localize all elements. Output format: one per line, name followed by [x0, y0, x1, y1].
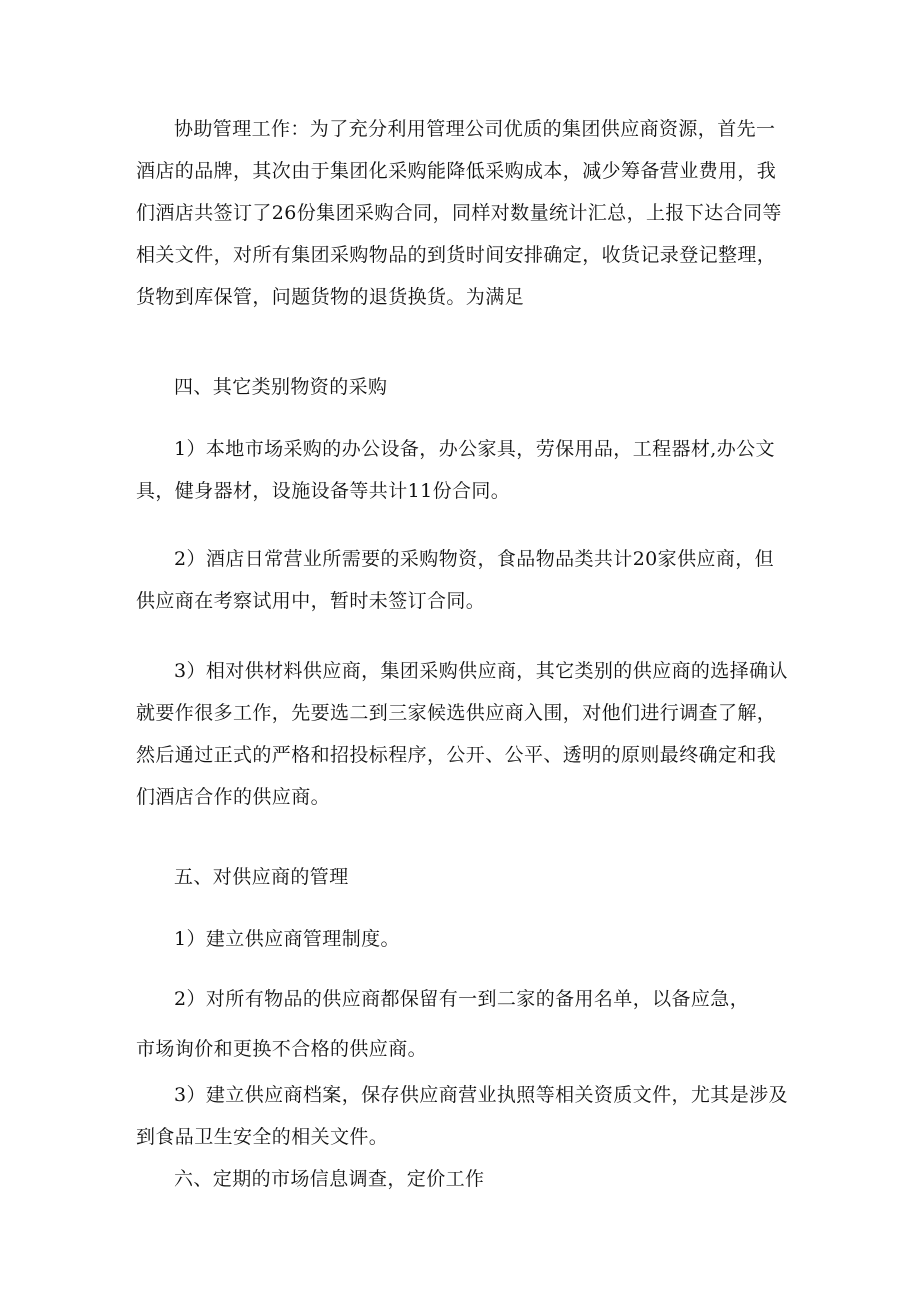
list-item-daily-supplies: 2）酒店日常营业所需要的采购物资，食品物品类共计20家供应商，但供应商在考察试用中，暂时未签订合同。 [136, 548, 775, 612]
list-item-backup-suppliers [136, 978, 788, 1070]
section-heading-other-materials: 四、其它类别物资的采购 [174, 376, 388, 398]
section-heading-supplier-management: 五、对供应商的管理 [174, 866, 349, 888]
paragraph-group-procurement: 协助管理工作：为了充分利用管理公司优质的集团供应商资源，首先一酒店的品牌，其次由于集团化采购能降低采购成本，减少筹备营业费用，我们酒店共签订了26份集团采购合同，同样对数量统计汇总，上报下达合同等相关文件，对所有集团采购物品的到货时间安排确定，收货记录登记整理，货物到库保管，问题货物的退货换货。为满足 [136, 118, 782, 308]
list-item-local-market: 1）本地市场采购的办公设备，办公家具，劳保用品，工程器材,办公文具，健身器材，设施设备等共计11份合同。 [136, 438, 775, 502]
list-item-supplier-selection: 3）相对供材料供应商，集团采购供应商，其它类别的供应商的选择确认就要作很多工作，先要选二到三家候选供应商入围，对他们进行调查了解，然后通过正式的严格和招投标程序，公开、公平、透明的原则最终确定和我们酒店合作的供应商。 [136, 660, 788, 808]
section-heading-market-survey: 六、定期的市场信息调查，定价工作 [174, 1168, 485, 1190]
list-item-supplier-files: 3）建立供应商档案，保存供应商营业执照等相关资质文件，尤其是涉及到食品卫生安全的相关文件。 [136, 1084, 788, 1148]
list-item-management-system: 1）建立供应商管理制度。 [174, 928, 400, 950]
backup-suppliers-line-1: 2）对所有物品的供应商都保留有一到二家的备用名单，以备应急， [174, 988, 750, 1010]
backup-suppliers-line-2: 市场询价和更换不合格的供应商。 [136, 1038, 428, 1060]
